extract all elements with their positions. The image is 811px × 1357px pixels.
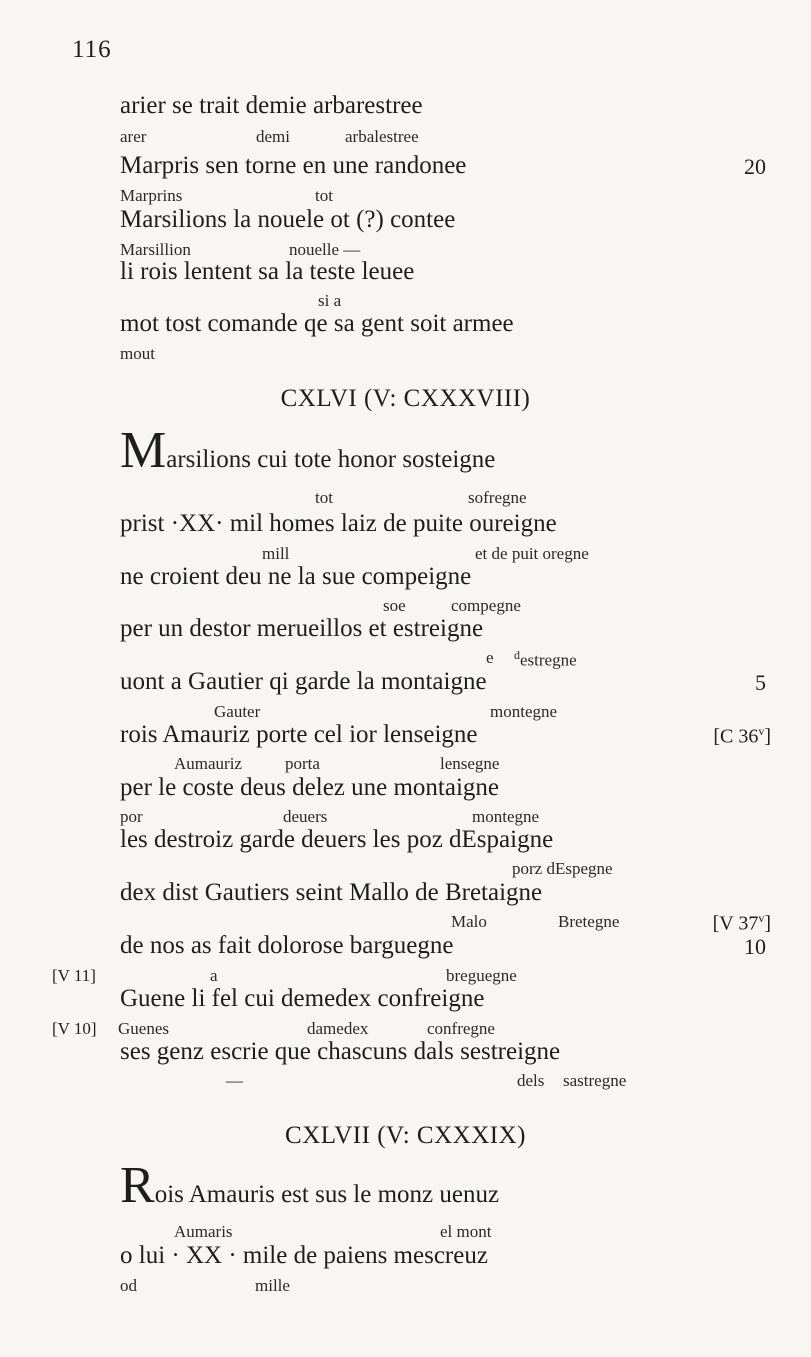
- variant-reading: breguegne: [446, 966, 517, 985]
- variant-reading: sastregne: [563, 1071, 627, 1090]
- line-number: 5: [755, 670, 766, 695]
- verse-line: Marpris sen torne en une randonee: [120, 152, 467, 179]
- variant-reading: mout: [120, 344, 155, 363]
- variant-reading: $^d$estregne: [514, 648, 577, 670]
- variant-reading: por: [120, 807, 143, 826]
- variant-reading: montegne: [490, 702, 558, 721]
- verse-line: arier se trait demie arbarestree: [120, 92, 423, 119]
- manuscript-reference: [C 36$^v$]: [713, 724, 771, 748]
- variant-reading: arer: [120, 127, 147, 146]
- line-number: 20: [744, 154, 766, 179]
- drop-cap: R: [120, 1157, 155, 1214]
- variant-reading: demi: [256, 127, 290, 146]
- variant-reading: et de puit oregne: [475, 544, 589, 563]
- variant-reading: od: [120, 1276, 137, 1295]
- verse-line: de nos as fait dolorose barguegne: [120, 932, 454, 959]
- verse-line: prist ·XX· mil homes laiz de puite oureigne: [120, 510, 557, 537]
- verse-line: li rois lentent sa la teste leuee: [120, 258, 415, 285]
- verse-line: rois Amauriz porte cel ior lenseigne: [120, 721, 478, 748]
- variant-reading: Bretegne: [558, 912, 620, 931]
- variant-reading: tot: [315, 488, 333, 507]
- verse-line: Rois Amauris est sus le monz uenuz: [120, 1157, 500, 1214]
- verse-line: ses genz escrie que chascuns dals sestreigne: [120, 1038, 561, 1065]
- stanza-heading: CXLVI (V: CXXXVIII): [280, 385, 531, 412]
- variant-reading: Aumaris: [174, 1222, 233, 1241]
- verse-line: o lui · XX · mile de paiens mescreuz: [120, 1242, 488, 1269]
- variant-reading: porta: [285, 754, 320, 773]
- variant-reading: deuers: [283, 807, 328, 826]
- variant-reading: Guenes: [118, 1019, 169, 1038]
- verse-line: les destroiz garde deuers les poz dEspaigne: [120, 826, 554, 853]
- variant-reading: Marprins: [120, 186, 183, 205]
- variant-reading: tot: [315, 186, 333, 205]
- left-reference: [V 10]: [52, 1019, 97, 1038]
- variant-reading: confregne: [427, 1019, 495, 1038]
- variant-reading: arbalestree: [345, 127, 419, 146]
- stanza-heading: CXLVII (V: CXXXIX): [285, 1122, 526, 1149]
- verse-line: dex dist Gautiers seint Mallo de Bretaigne: [120, 879, 543, 906]
- variant-reading: si a: [318, 291, 342, 310]
- variant-reading: a: [210, 966, 218, 985]
- variant-reading: dels: [517, 1071, 545, 1090]
- variant-reading: nouelle —: [289, 240, 361, 259]
- verse-line: Guene li fel cui demedex confreigne: [120, 985, 485, 1012]
- verse-line: Marsilions la nouele ot (?) contee: [120, 206, 456, 233]
- verse-line: mot tost comande qe sa gent soit armee: [120, 310, 514, 337]
- verse-line: uont a Gautier qi garde la montaigne: [120, 668, 487, 695]
- variant-reading: porz dEspegne: [512, 859, 613, 878]
- manuscript-reference: [V 37$^v$]: [712, 911, 771, 935]
- line-number: 10: [744, 934, 766, 959]
- verse-line: ne croient deu ne la sue compeigne: [120, 563, 472, 590]
- variant-reading: e: [486, 648, 494, 667]
- variant-reading: Aumauriz: [174, 754, 242, 773]
- variant-reading: Marsillion: [120, 240, 191, 259]
- variant-reading: soe: [383, 596, 406, 615]
- verse-line: per le coste deus delez une montaigne: [120, 774, 500, 801]
- variant-reading: mill: [262, 544, 290, 563]
- variant-reading: el mont: [440, 1222, 492, 1241]
- drop-cap: M: [120, 422, 167, 479]
- variant-reading: —: [226, 1071, 243, 1090]
- verse-line: per un destor merueillos et estreigne: [120, 615, 484, 642]
- variant-reading: mille: [255, 1276, 290, 1295]
- variant-reading: Gauter: [214, 702, 261, 721]
- variant-reading: Malo: [451, 912, 487, 931]
- variant-reading: lensegne: [440, 754, 500, 773]
- variant-reading: montegne: [472, 807, 540, 826]
- page-number: 116: [72, 36, 112, 63]
- variant-reading: sofregne: [468, 488, 527, 507]
- left-reference: [V 11]: [52, 966, 96, 985]
- variant-reading: damedex: [307, 1019, 369, 1038]
- verse-line: Marsilions cui tote honor sosteigne: [120, 422, 496, 479]
- variant-reading: compegne: [451, 596, 521, 615]
